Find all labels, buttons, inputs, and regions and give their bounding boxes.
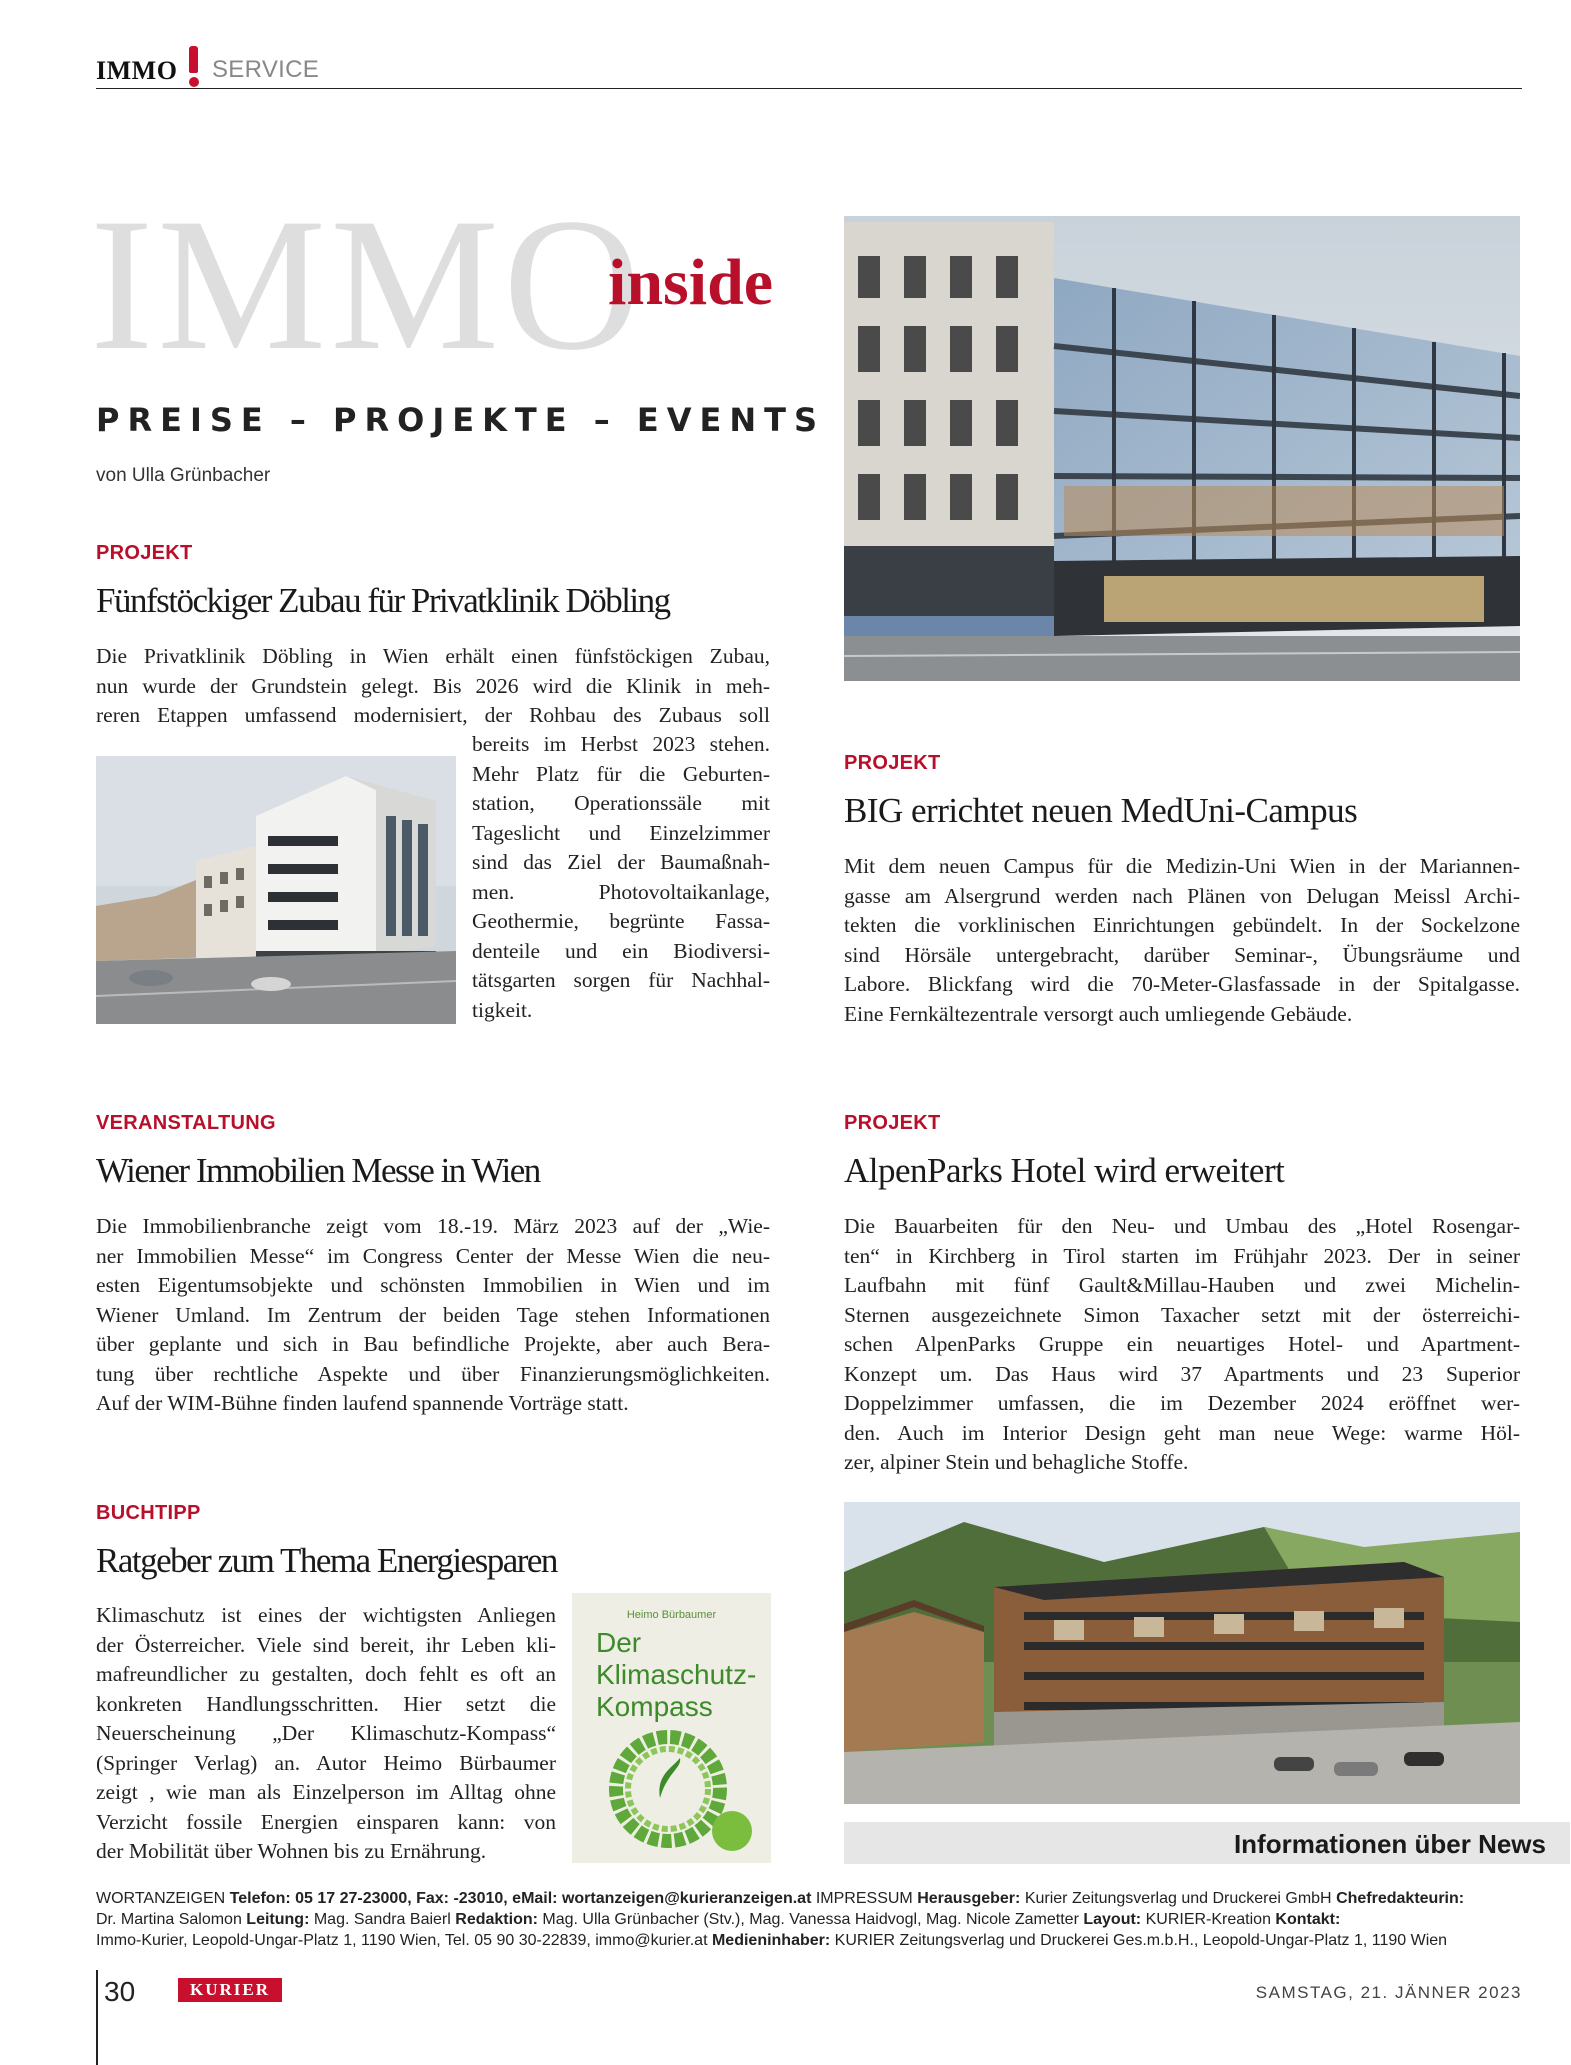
text-line: Mit dem neuen Campus für die Medizin-Uni Wien in der Mariannen- bbox=[844, 854, 1520, 878]
text-line: den. Auch im Interior Design geht man neue Wege: warme Höl- bbox=[844, 1420, 1520, 1445]
text-line: zer, alpiner Stein und behagliche Stoffe. bbox=[844, 1450, 1189, 1474]
page-number: 30 bbox=[104, 1976, 136, 2007]
text-line: denteile und ein Biodiversi- bbox=[472, 938, 770, 963]
text-line: Sternen ausgezeichnete Simon Taxacher setzt mit der österreichi- bbox=[844, 1302, 1520, 1327]
text-line: Verzicht fossile Energien einsparen kann: von bbox=[96, 1809, 556, 1834]
text-line: sind das Ziel der Baumaßnah- bbox=[472, 850, 770, 874]
book-cover bbox=[572, 1593, 771, 1863]
news-banner-text: Informationen über News bbox=[1233, 1829, 1546, 1859]
imprint-text: Mag. Sandra Baierl bbox=[313, 1911, 451, 1928]
category-label-messe: VERANSTALTUNG bbox=[96, 1112, 276, 1134]
imprint-text: Dr. Martina Salomon bbox=[96, 1911, 242, 1928]
brand-label: IMMO bbox=[96, 56, 178, 85]
book-author: Heimo Bürbaumer bbox=[626, 1609, 717, 1621]
masthead-inside: inside bbox=[608, 246, 774, 319]
text-line: Die Bauarbeiten für den Neu- und Umbau des „Hotel Rosengar- bbox=[844, 1214, 1520, 1238]
text-line: sind Hörsäle untergebracht, darüber Seminar-, Übungsräume und bbox=[844, 942, 1520, 967]
category-label-doebling: PROJEKT bbox=[96, 542, 193, 564]
section-label: SERVICE bbox=[212, 56, 320, 83]
book-title-line: Klimaschutz- bbox=[596, 1659, 757, 1690]
exclamation-icon bbox=[186, 46, 200, 86]
article-body-buchtipp bbox=[96, 1601, 556, 1867]
page-number-rule bbox=[96, 1970, 98, 2065]
imprint-text: WORTANZEIGEN bbox=[96, 1890, 226, 1907]
imprint-text: Medieninhaber: bbox=[711, 1932, 831, 1949]
leaf-circle-icon bbox=[572, 1593, 771, 1863]
text-line: men. Photovoltaikanlage, bbox=[472, 879, 770, 904]
section-header bbox=[96, 48, 1522, 89]
imprint-text: Immo-Kurier, Leopold-Ungar-Platz 1, 1190 Wien, Tel. 05 90 30-22839, immo@kurier.at bbox=[96, 1932, 708, 1949]
headline-alpenparks: AlpenParks Hotel wird erweitert bbox=[844, 1151, 1285, 1190]
imprint-text: Mag. Ulla Grünbacher (Stv.), Mag. Vanessa Haidvogl, Mag. Nicole Zametter bbox=[542, 1911, 1079, 1928]
meduni-campus-image bbox=[844, 216, 1520, 681]
issue-date: SAMSTAG, 21. JÄNNER 2023 bbox=[1255, 1983, 1522, 2002]
text-line: Neuerscheinung „Der Klimaschutz-Kompass“ bbox=[96, 1721, 556, 1745]
text-line: Labore. Blickfang wird die 70-Meter-Glasfassade in der Spitalgasse. bbox=[844, 972, 1520, 996]
text-line: Klimaschutz ist eines der wichtigsten Anliegen bbox=[96, 1603, 556, 1627]
text-line: tigkeit. bbox=[472, 997, 533, 1022]
headline-messe: Wiener Immobilien Messe in Wien bbox=[96, 1151, 540, 1190]
text-line: tekten die vorklinischen Einrichtungen gebündelt. In der Sockelzone bbox=[844, 913, 1520, 937]
text-line: mafreundlicher zu gestalten, doch fehlt es oft an bbox=[96, 1662, 556, 1686]
category-label-alpenparks: PROJEKT bbox=[844, 1112, 941, 1134]
imprint-line-2 bbox=[96, 1909, 1536, 1930]
text-line: station, Operationssäle mit bbox=[472, 791, 770, 815]
text-line: (Springer Verlag) an. Autor Heimo Bürbaumer bbox=[96, 1750, 556, 1775]
text-line: der Österreicher. Viele sind bereit, ihr Leben kli- bbox=[96, 1632, 556, 1657]
text-line: schen AlpenParks Gruppe ein neuartiges Hotel- und Apartment- bbox=[844, 1332, 1520, 1356]
book-title-line: Kompass bbox=[596, 1691, 713, 1722]
imprint-text: Redaktion: bbox=[455, 1911, 538, 1928]
imprint-text: Kontakt: bbox=[1275, 1911, 1341, 1928]
article-body-alpenparks bbox=[844, 1212, 1520, 1478]
text-line: reren Etappen umfassend modernisiert, der Rohbau des Zubaus soll bbox=[96, 703, 770, 727]
imprint-text: Herausgeber: bbox=[917, 1890, 1021, 1907]
text-line: Wiener Umland. Im Zentrum der beiden Tage stehen Informationen bbox=[96, 1302, 770, 1327]
alpenparks-hotel-image bbox=[844, 1502, 1520, 1804]
imprint-text: KURIER-Kreation bbox=[1145, 1911, 1271, 1928]
headline-doebling: Fünfstöckiger Zubau für Privatklinik Döbling bbox=[96, 581, 670, 620]
text-line: Die Privatklinik Döbling in Wien erhält einen fünfstöckigen Zubau, bbox=[96, 644, 770, 668]
text-line: Laufbahn mit fünf Gault&Millau-Hauben und zwei Michelin- bbox=[844, 1273, 1520, 1297]
imprint-line-3 bbox=[96, 1930, 1536, 1951]
imprint-text: Telefon: 05 17 27-23000, Fax: -23010, eMail: wortanzeigen@kurieranzeigen.at bbox=[229, 1890, 812, 1907]
text-line: Geothermie, begrünte Fassa- bbox=[472, 909, 770, 933]
headline-meduni: BIG errichtet neuen MedUni-Campus bbox=[844, 791, 1358, 830]
text-line: Auf der WIM-Bühne finden laufend spannende Vorträge statt. bbox=[96, 1391, 629, 1415]
text-line: Doppelzimmer umfassen, die im Dezember 2024 eröffnet wer- bbox=[844, 1391, 1520, 1415]
article-body-meduni bbox=[844, 852, 1520, 1029]
text-line: gasse am Alsergrund werden nach Plänen von Delugan Meissl Archi- bbox=[844, 883, 1520, 908]
text-line: Mehr Platz für die Geburten- bbox=[472, 761, 770, 786]
article-body-doebling-wrap bbox=[472, 730, 770, 1025]
byline: von Ulla Grünbacher bbox=[96, 465, 271, 486]
klinik-doebling-image bbox=[96, 756, 456, 1024]
text-line: konkreten Handlungsschritten. Hier setzt die bbox=[96, 1691, 556, 1716]
headline-buchtipp: Ratgeber zum Thema Energiesparen bbox=[96, 1541, 557, 1580]
text-line: Konzept um. Das Haus wird 37 Apartments und 23 Superior bbox=[844, 1361, 1520, 1386]
masthead-immo: IMMO bbox=[90, 180, 645, 390]
imprint-text: Layout: bbox=[1083, 1911, 1142, 1928]
text-line: Tageslicht und Einzelzimmer bbox=[472, 820, 770, 845]
kurier-logo: KURIER bbox=[178, 1978, 282, 2002]
imprint-text: Kurier Zeitungsverlag und Druckerei GmbH bbox=[1024, 1890, 1332, 1907]
category-label-buchtipp: BUCHTIPP bbox=[96, 1502, 201, 1524]
imprint bbox=[96, 1888, 1536, 1951]
text-line: ten“ in Kirchberg in Tirol starten im Frühjahr 2023. Der in seiner bbox=[844, 1243, 1520, 1268]
imprint-text: IMPRESSUM bbox=[815, 1890, 913, 1907]
article-body-messe bbox=[96, 1212, 770, 1419]
news-banner bbox=[844, 1822, 1570, 1864]
imprint-line-1 bbox=[96, 1888, 1536, 1909]
masthead-subtitle: PREISE – PROJEKTE – EVENTS bbox=[96, 401, 826, 439]
text-line: tung über rechtliche Aspekte und über Finanzierungsmöglichkeiten. bbox=[96, 1361, 770, 1386]
text-line: bereits im Herbst 2023 stehen. bbox=[472, 732, 770, 756]
text-line: zeigt , wie man als Einzelperson im Alltag ohne bbox=[96, 1780, 556, 1804]
category-label-meduni: PROJEKT bbox=[844, 752, 941, 774]
text-line: nun wurde der Grundstein gelegt. Bis 2026 wird die Klinik in meh- bbox=[96, 673, 770, 698]
imprint-text: Leitung: bbox=[246, 1911, 310, 1928]
text-line: tätsgarten sorgen für Nachhal- bbox=[472, 968, 770, 992]
text-line: esten Eigentumsobjekte und schönsten Immobilien in Wien und im bbox=[96, 1273, 770, 1297]
article-body-doebling bbox=[96, 642, 770, 731]
text-line: Die Immobilienbranche zeigt vom 18.-19. März 2023 auf der „Wie- bbox=[96, 1214, 770, 1238]
imprint-text: KURIER Zeitungsverlag und Druckerei Ges.m.b.H., Leopold-Ungar-Platz 1, 1190 Wien bbox=[834, 1932, 1448, 1949]
text-line: über geplante und sich in Bau befindliche Projekte, aber auch Bera- bbox=[96, 1332, 770, 1356]
text-line: der Mobilität über Wohnen bis zu Ernährung. bbox=[96, 1839, 487, 1863]
imprint-text: Chefredakteurin: bbox=[1336, 1890, 1465, 1907]
book-title-line: Der bbox=[596, 1627, 642, 1658]
text-line: Eine Fernkältezentrale versorgt auch umliegende Gebäude. bbox=[844, 1001, 1353, 1026]
text-line: ner Immobilien Messe“ im Congress Center der Messe Wien die neu- bbox=[96, 1243, 770, 1268]
